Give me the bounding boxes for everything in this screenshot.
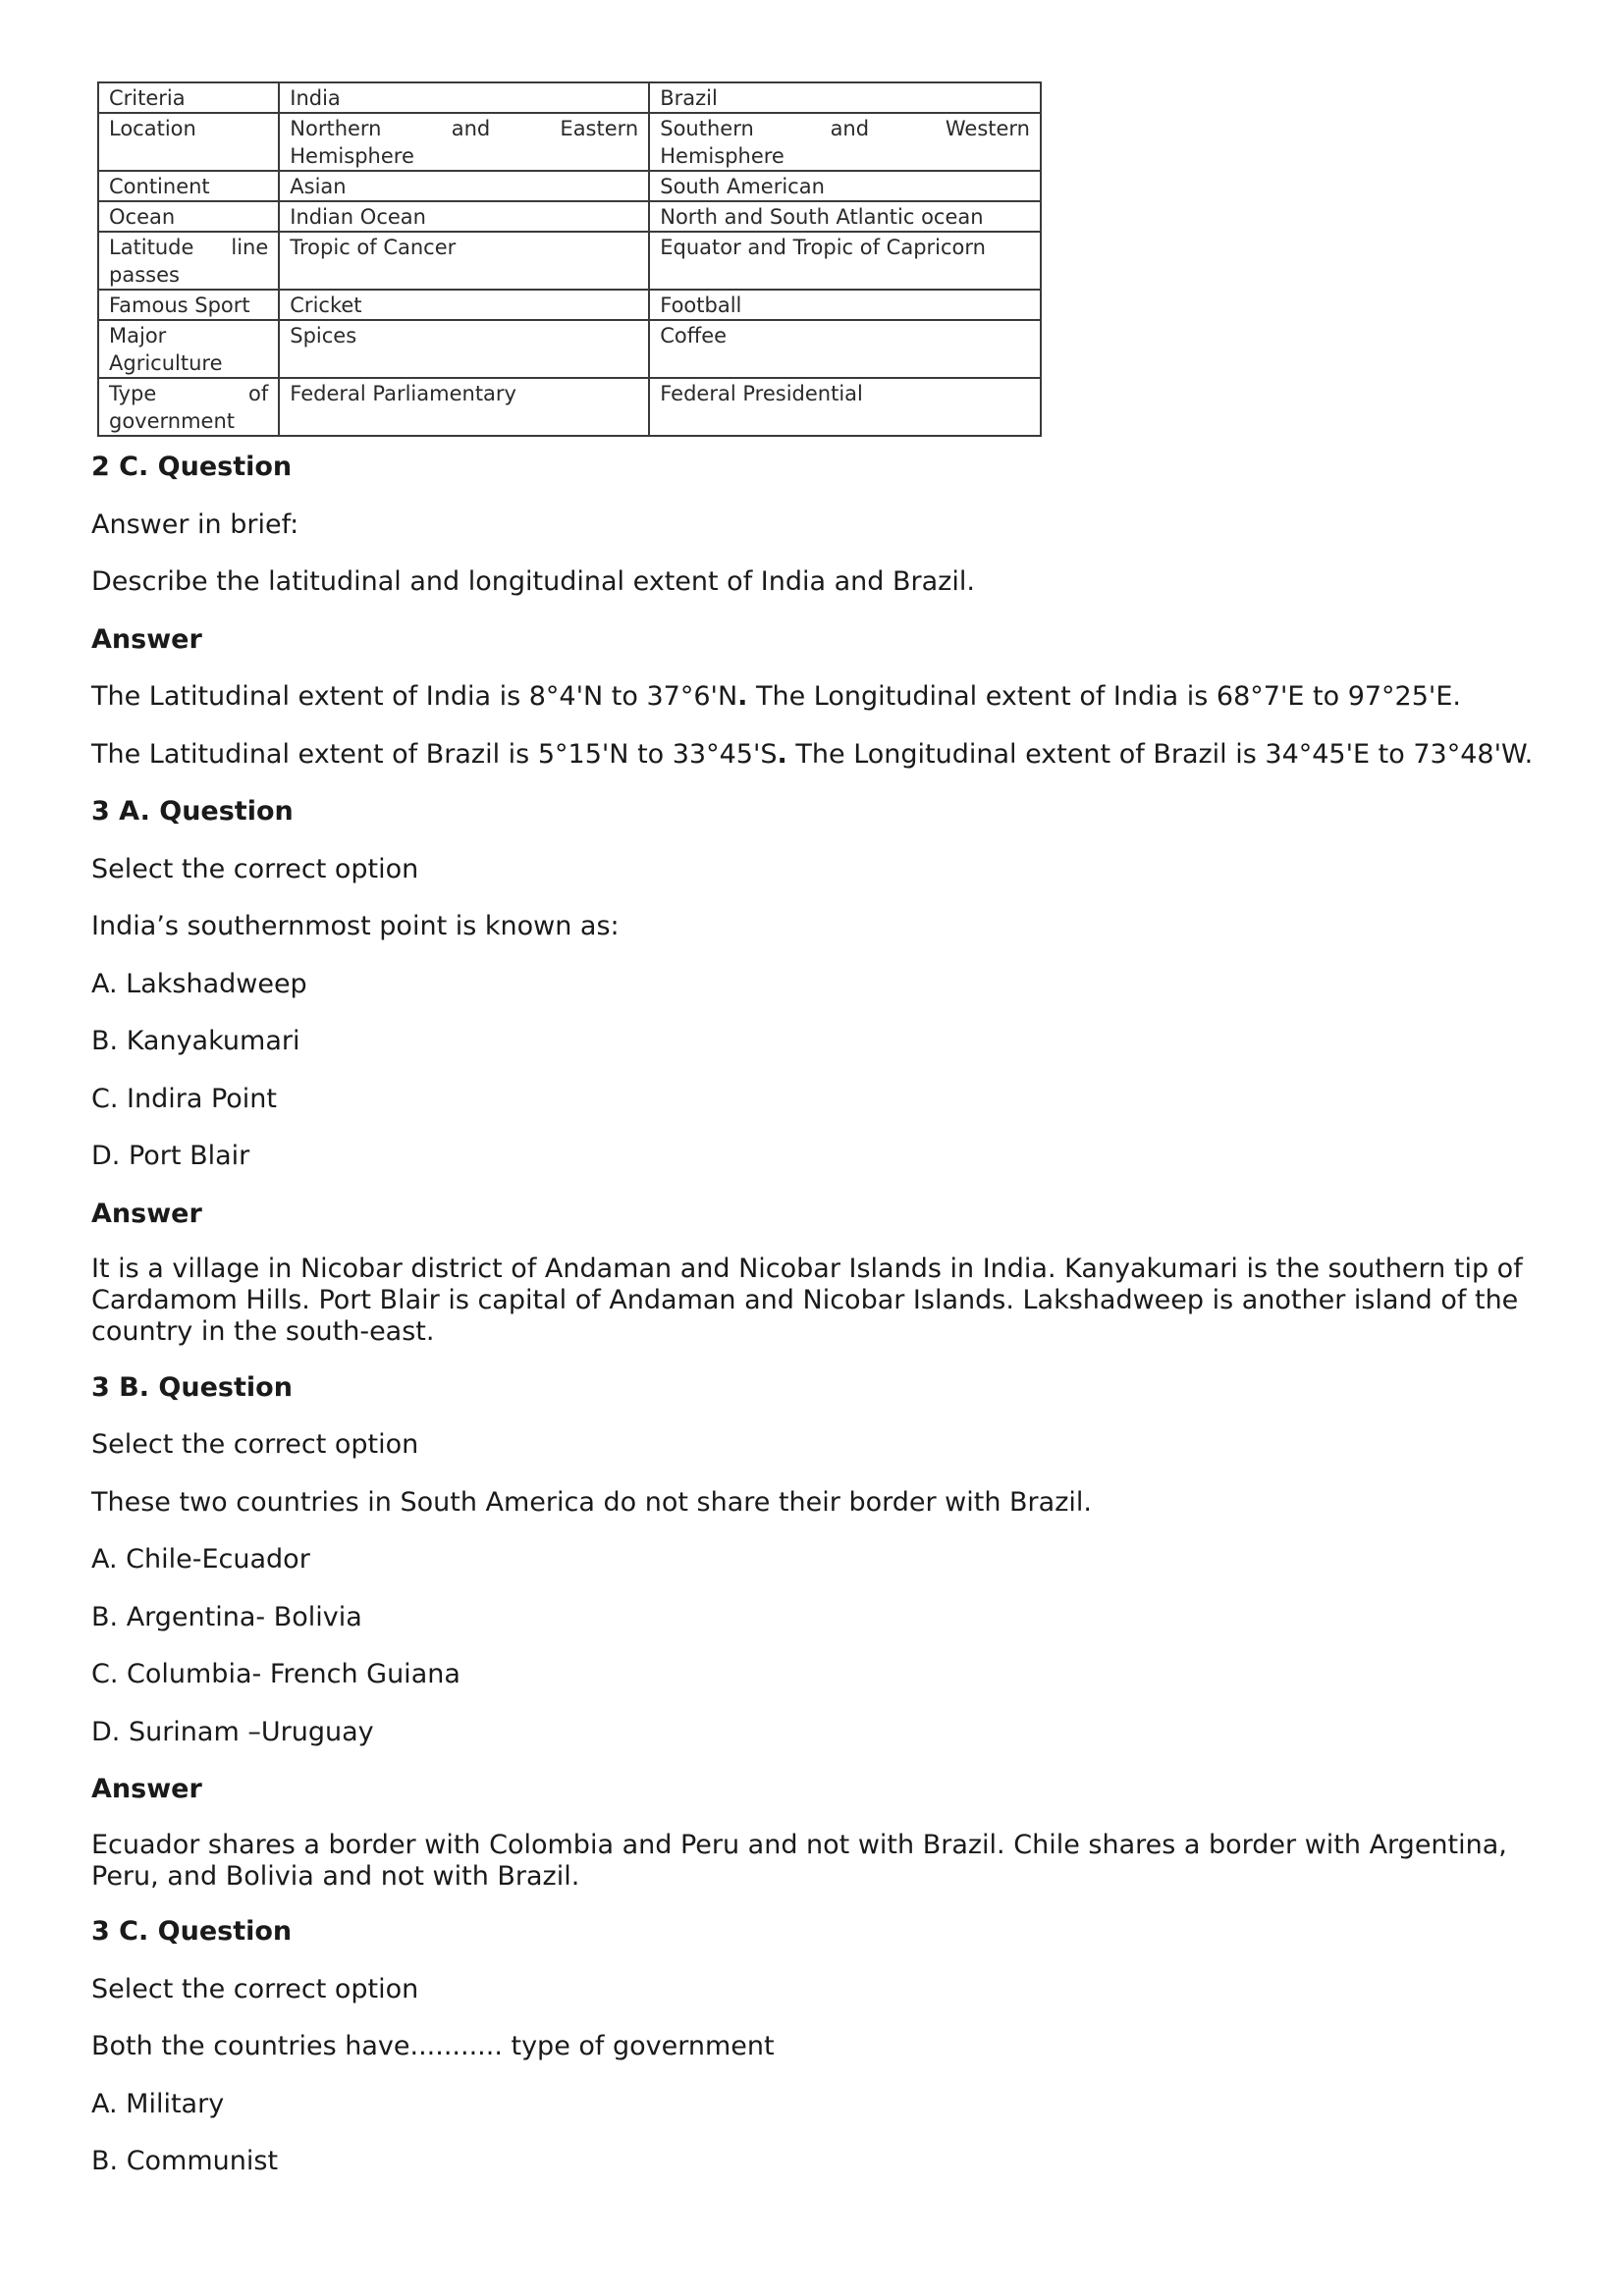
question-instruction: Select the correct option <box>91 853 419 884</box>
word: and <box>830 117 870 140</box>
table-cell-brazil <box>649 113 1041 171</box>
option-item: C. Indira Point <box>91 1083 277 1114</box>
table-row <box>98 82 1041 113</box>
word: line <box>231 236 269 259</box>
option-item: C. Columbia- French Guiana <box>91 1659 460 1689</box>
question-instruction: Select the correct option <box>91 1973 419 2004</box>
answer-line: Cardamom Hills. Port Blair is capital of Andaman and Nicobar Islands. Lakshadweep is another island of the <box>91 1285 1519 1315</box>
table-cell-brazil: Football <box>649 290 1041 320</box>
answer-heading: Answer <box>91 1774 202 1804</box>
option-item: A. Chile-Ecuador <box>91 1544 310 1575</box>
answer-paragraph <box>91 1254 1544 1348</box>
table-cell-brazil: Coffee <box>649 320 1041 378</box>
cell-line <box>660 115 1030 142</box>
answer-text: The Longitudinal extent of India is 68°7'E to 97°25'E. <box>747 681 1461 712</box>
table-row <box>98 171 1041 201</box>
answer-bold-period: . <box>777 738 787 770</box>
cell-line <box>109 234 268 261</box>
question-text: Both the countries have........... type of government <box>91 2031 775 2061</box>
table-row <box>98 201 1041 232</box>
answer-paragraph <box>91 1830 1544 1893</box>
table-row <box>98 290 1041 320</box>
table-cell-criteria: Continent <box>98 171 279 201</box>
table-cell-criteria: Criteria <box>98 82 279 113</box>
question-heading: 3 A. Question <box>91 796 294 827</box>
option-item: D. Port Blair <box>91 1141 250 1171</box>
word: of <box>248 382 269 405</box>
table-cell-brazil: Equator and Tropic of Capricorn <box>649 232 1041 290</box>
question-heading: 3 B. Question <box>91 1371 293 1403</box>
cell-line <box>290 115 638 142</box>
question-heading: 3 C. Question <box>91 1916 293 1947</box>
answer-heading: Answer <box>91 623 202 655</box>
word: and <box>451 117 491 140</box>
word: Eastern <box>560 117 639 140</box>
table-row <box>98 232 1041 290</box>
table-cell-india: Spices <box>279 320 649 378</box>
answer-line: country in the south-east. <box>91 1316 435 1347</box>
word: Type <box>109 382 157 405</box>
option-item: B. Argentina- Bolivia <box>91 1601 362 1632</box>
option-item: D. Surinam –Uruguay <box>91 1716 374 1747</box>
answer-text: The Latitudinal extent of Brazil is 5°15'N to 33°45'S <box>91 738 778 770</box>
cell-line <box>109 380 268 407</box>
option-item: A. Military <box>91 2088 225 2119</box>
table-cell-india: India <box>279 82 649 113</box>
table-cell-criteria: Famous Sport <box>98 290 279 320</box>
table-cell-brazil: North and South Atlantic ocean <box>649 201 1041 232</box>
word: Southern <box>660 117 754 140</box>
option-item: B. Communist <box>91 2146 279 2176</box>
question-instruction: Answer in brief: <box>91 508 299 540</box>
table-row <box>98 378 1041 436</box>
cell-line: Major <box>109 324 167 347</box>
comparison-table <box>97 81 1042 437</box>
table-cell-india: Federal Parliamentary <box>279 378 649 436</box>
question-text: India’s southernmost point is known as: <box>91 911 620 941</box>
answer-line: Ecuador shares a border with Colombia and Peru and not with Brazil. Chile shares a border with Argentina, <box>91 1829 1507 1860</box>
table-cell-brazil: Brazil <box>649 82 1041 113</box>
table-cell-criteria: Location <box>98 113 279 171</box>
table-cell-criteria <box>98 232 279 290</box>
document-body <box>91 450 1544 2179</box>
cell-line: Hemisphere <box>290 144 414 168</box>
word: Latitude <box>109 236 194 259</box>
question-instruction: Select the correct option <box>91 1429 419 1460</box>
option-item: A. Lakshadweep <box>91 968 307 999</box>
answer-heading: Answer <box>91 1198 202 1229</box>
word: Western <box>945 117 1030 140</box>
cell-line: Agriculture <box>109 351 223 375</box>
table-cell-criteria: Ocean <box>98 201 279 232</box>
option-item: B. Kanyakumari <box>91 1026 300 1056</box>
table-cell-india <box>279 113 649 171</box>
answer-bold-period: . <box>737 681 748 712</box>
table-cell-india: Cricket <box>279 290 649 320</box>
table-cell-criteria <box>98 320 279 378</box>
question-heading: 2 C. Question <box>91 452 293 482</box>
table-cell-brazil: Federal Presidential <box>649 378 1041 436</box>
question-text: These two countries in South America do not share their border with Brazil. <box>91 1486 1092 1518</box>
table-cell-criteria <box>98 378 279 436</box>
table-row <box>98 113 1041 171</box>
word: Northern <box>290 117 382 140</box>
table-row <box>98 320 1041 378</box>
answer-line: Peru, and Bolivia and not with Brazil. <box>91 1860 580 1892</box>
answer-text: The Longitudinal extent of Brazil is 34°45'E to 73°48'W. <box>786 738 1534 770</box>
table-cell-india: Indian Ocean <box>279 201 649 232</box>
answer-paragraph <box>91 679 1544 715</box>
table-cell-india: Tropic of Cancer <box>279 232 649 290</box>
answer-text: The Latitudinal extent of India is 8°4'N to 37°6'N <box>91 681 738 712</box>
cell-line: Hemisphere <box>660 144 784 168</box>
table-cell-india: Asian <box>279 171 649 201</box>
cell-line: government <box>109 409 236 433</box>
cell-line: passes <box>109 263 180 287</box>
question-text: Describe the latitudinal and longitudinal extent of India and Brazil. <box>91 566 975 597</box>
table-cell-brazil: South American <box>649 171 1041 201</box>
answer-line: It is a village in Nicobar district of Andaman and Nicobar Islands in India. Kanyakumari is the southern tip of <box>91 1254 1523 1284</box>
answer-paragraph <box>91 737 1544 773</box>
